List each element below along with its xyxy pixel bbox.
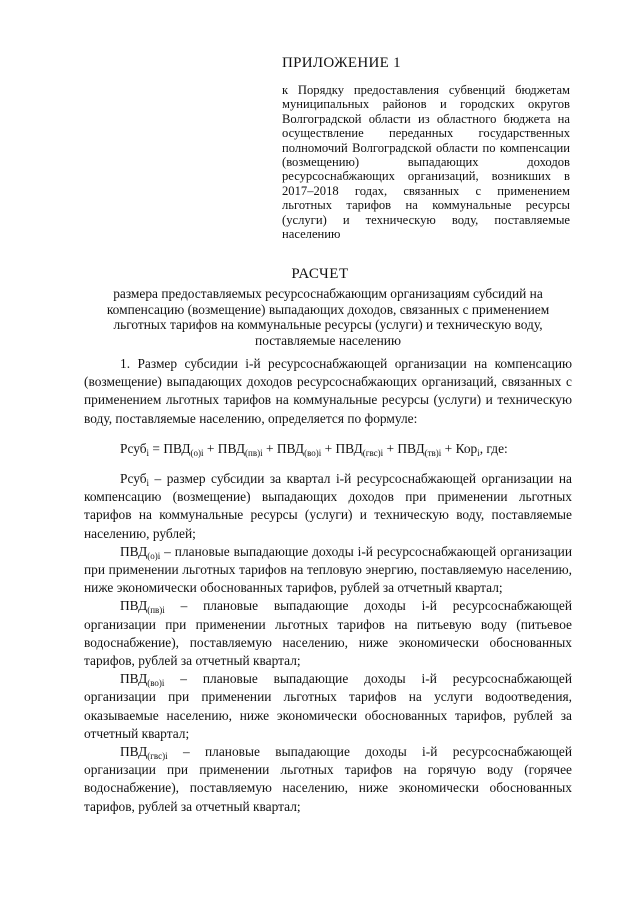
definition-text: – плановые выпадающие доходы i-й ресурсоснабжающей организации при применении льготных тарифов на горячую воду (горячее водоснабжение), поставляемую населению, ниже экономически обоснованных тарифов, рублей за отчетный квартал; bbox=[84, 744, 572, 814]
definition-pvd-pv bbox=[84, 597, 572, 670]
definition-rsub bbox=[84, 470, 572, 543]
formula-plus: + bbox=[203, 440, 218, 456]
formula-lhs-sub: i bbox=[146, 447, 150, 458]
definition-symbol-sub: (во)i bbox=[147, 678, 165, 689]
definition-pvd-vo bbox=[84, 670, 572, 743]
document-body bbox=[84, 355, 572, 816]
formula-tail: , где: bbox=[479, 440, 508, 456]
formula-term-2: ПВД bbox=[217, 440, 246, 456]
formula-term-4: ПВД bbox=[335, 440, 363, 456]
formula bbox=[84, 440, 572, 458]
formula-term-5-sub: (тв)i bbox=[424, 447, 442, 458]
formula-lhs: Рсуб bbox=[120, 440, 147, 456]
calc-subtitle: размера предоставляемых ресурсоснабжающим организациям субсидий на компенсацию (возмещение) выпадающих доходов, связанных с применением льготных тарифов на коммунальные ресурсы (услуги) и техническую воду, поставляемые населению bbox=[106, 286, 550, 348]
definition-text: – плановые выпадающие доходы i-й ресурсоснабжающей организации при применении льготных тарифов на питьевую воду (питьевое водоснабжение), поставляемую населению, ниже экономически обоснованных тарифов, рублей за отчетный квартал; bbox=[84, 598, 572, 669]
formula-term-1-sub: (о)i bbox=[190, 447, 204, 458]
definition-text: – размер субсидии за квартал i-й ресурсоснабжающей организации на компенсацию (возмещение) выпадающих доходов при применении льготных тарифов на коммунальные ресурсы (услуги) и техническую воду, поставляемые населению, рублей; bbox=[84, 471, 572, 541]
definition-symbol-sub: (гвс)i bbox=[147, 751, 168, 762]
definition-symbol: ПВД bbox=[120, 671, 148, 687]
definition-symbol-sub: (о)i bbox=[147, 550, 161, 561]
formula-plus: + bbox=[441, 440, 456, 456]
formula-plus: + bbox=[321, 440, 336, 456]
definition-symbol: ПВД bbox=[120, 598, 148, 614]
definition-pvd-gvs bbox=[84, 743, 572, 816]
definition-pvd-o bbox=[84, 543, 572, 598]
formula-plus: + bbox=[383, 440, 398, 456]
definition-symbol-sub: (пв)i bbox=[147, 605, 165, 616]
formula-plus: + bbox=[262, 440, 277, 456]
formula-term-6-sub: i bbox=[477, 447, 480, 458]
paragraph-1: 1. Размер субсидии i-й ресурсоснабжающей организации на компенсацию (возмещение) выпадающих доходов ресурсоснабжающих организаций, связанных с применением льготных тарифов на коммунальные ресурсы (услуги) и техническую воду, поставляемые населению, определяется по формуле: bbox=[84, 356, 572, 426]
definition-symbol: ПВД bbox=[120, 543, 148, 559]
formula-term-1: ПВД bbox=[163, 440, 191, 456]
definition-symbol: ПВД bbox=[120, 744, 148, 760]
formula-term-3: ПВД bbox=[276, 440, 305, 456]
formula-term-2-sub: (пв)i bbox=[245, 447, 263, 458]
formula-term-4-sub: (гвс)i bbox=[362, 447, 384, 458]
formula-eq: = bbox=[149, 440, 164, 456]
formula-term-3-sub: (во)i bbox=[304, 447, 322, 458]
definition-text: – плановые выпадающие доходы i-й ресурсоснабжающей организации при применении льготных тарифов на услуги водоотведения, оказываемые населению, ниже экономически обоснованных тарифов, рублей за отчетный квартал; bbox=[84, 671, 572, 741]
formula-term-5: ПВД bbox=[397, 440, 425, 456]
definition-symbol-sub: i bbox=[146, 478, 150, 489]
appendix-title: ПРИЛОЖЕНИЕ 1 bbox=[282, 55, 401, 71]
calc-title: РАСЧЕТ bbox=[291, 266, 349, 282]
definition-symbol: Рсуб bbox=[120, 471, 147, 487]
formula-term-6: Кор bbox=[455, 440, 478, 456]
definition-text: – плановые выпадающие доходы i-й ресурсоснабжающей организации при применении льготных тарифов на тепловую энергию, поставляемую населению, ниже экономически обоснованных тарифов, рублей за отчетный квартал; bbox=[84, 543, 572, 596]
appendix-text: к Порядку предоставления субвенций бюджетам муниципальных районов и городских округов Волгоградской области из областного бюджета на осуществление переданных государственных полномочий Волгоградской области по компенсации (возмещению) выпадающих доходов ресурсоснабжающих организаций, возникших в 2017–2018 годах, связанных с применением льготных тарифов на коммунальные ресурсы (услуги) и техническую воду, поставляемые населению bbox=[282, 83, 570, 242]
